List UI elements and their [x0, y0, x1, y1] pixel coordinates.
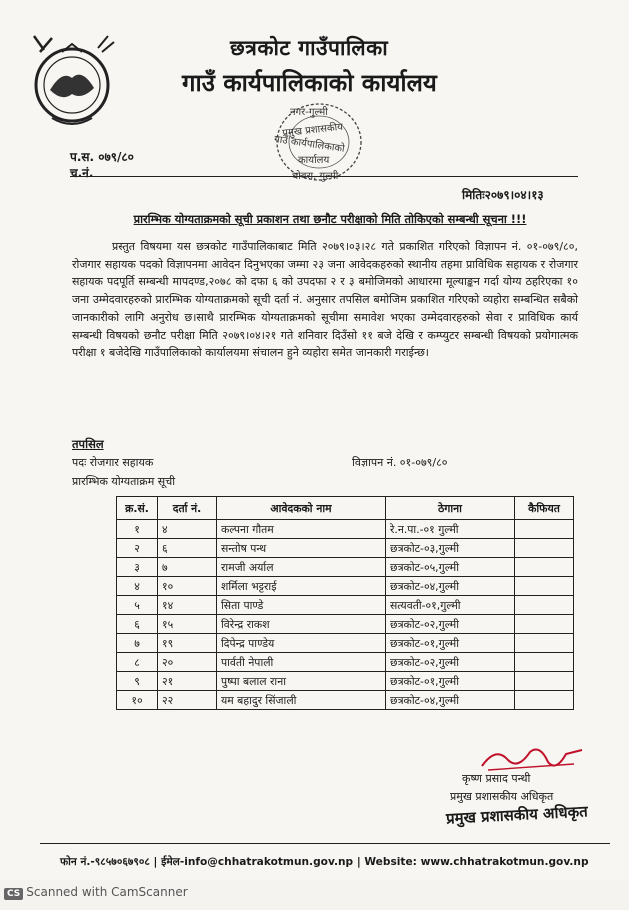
cell-address: छत्रकोट-०२,गुल्मी	[386, 615, 515, 634]
cell-reg: २१	[158, 672, 217, 691]
post-title: पदः रोजगार सहायक	[72, 456, 154, 469]
table-row	[117, 615, 574, 634]
signer-title: प्रमुख प्रशासकीय अधिकृत	[450, 790, 554, 803]
stamp-text-2: प्रमुख प्रशासकीय	[281, 121, 344, 140]
table-row	[117, 634, 574, 653]
cell-remarks	[515, 558, 574, 577]
cell-address: छत्रकोट-०२,गुल्मी	[386, 653, 515, 672]
cell-name: पार्वती नेपाली	[217, 653, 386, 672]
cell-remarks	[515, 577, 574, 596]
cell-reg: ४	[158, 520, 217, 539]
cell-reg: १०	[158, 577, 217, 596]
cell-sn: १०	[117, 691, 158, 710]
cell-address: छत्रकोट-०४,गुल्मी	[386, 577, 515, 596]
table-row	[117, 539, 574, 558]
cell-remarks	[515, 634, 574, 653]
table-row	[117, 596, 574, 615]
cell-reg: २२	[158, 691, 217, 710]
office-stamp	[270, 98, 368, 186]
cell-remarks	[515, 539, 574, 558]
cell-sn: ९	[117, 672, 158, 691]
cell-reg: २०	[158, 653, 217, 672]
vigyapan-number: विज्ञापन नं. ०१-०७९/८०	[352, 456, 448, 469]
table-row	[117, 672, 574, 691]
cell-address: छत्रकोट-०१,गुल्मी	[386, 634, 515, 653]
notice-subject: प्रारम्भिक योग्यताक्रमको सूची प्रकाशन तथा छनौट परीक्षाको मिति तोकिएको सम्बन्धी सूचना !!!	[133, 212, 527, 226]
table-row	[117, 577, 574, 596]
cell-name: सन्तोष पन्थ	[217, 539, 386, 558]
cell-sn: ५	[117, 596, 158, 615]
cell-name: शर्मिला भट्टराई	[217, 577, 386, 596]
camscanner-text: Scanned with CamScanner	[26, 885, 188, 899]
patra-sankhya: प.स. ०७९/८०	[70, 150, 134, 164]
cell-name: यम बहादुर सिंजाली	[217, 691, 386, 710]
cell-remarks	[515, 596, 574, 615]
col-header-reg: दर्ता नं.	[158, 497, 217, 520]
signer-name: कृष्ण प्रसाद पन्थी	[462, 772, 531, 785]
stamp-text-1: नगर-गुल्मी	[290, 107, 328, 118]
office-name: गाउँ कार्यपालिकाको कार्यालय	[182, 69, 437, 97]
cell-remarks	[515, 691, 574, 710]
candidate-table	[116, 496, 574, 710]
cell-remarks	[515, 520, 574, 539]
cell-name: रामजी अर्याल	[217, 558, 386, 577]
footer-divider	[40, 843, 610, 844]
col-header-remarks: कैफियत	[515, 497, 574, 520]
handwritten-signature-icon	[478, 742, 588, 774]
camscanner-logo-icon: CS	[4, 888, 23, 900]
cell-name: पुष्पा बलाल राना	[217, 672, 386, 691]
cell-reg: १५	[158, 615, 217, 634]
cell-sn: ४	[117, 577, 158, 596]
header-divider	[70, 176, 578, 177]
table-header-row	[117, 497, 574, 520]
stamp-text-4: कार्यालय	[298, 155, 330, 166]
cell-address: छत्रकोट-०४,गुल्मी	[386, 691, 515, 710]
cell-address: छत्रकोट-०३,गुल्मी	[386, 539, 515, 558]
table-row	[117, 653, 574, 672]
tapsil-heading: तपसिल	[72, 437, 104, 451]
cell-reg: १९	[158, 634, 217, 653]
chalani-number: च.नं.	[70, 166, 94, 180]
cell-remarks	[515, 672, 574, 691]
nepal-emblem-logo	[22, 30, 122, 135]
footer-contact: फोन नं.-९८५७०६७९०८ | ईमेल-info@chhatrakotmun.gov.np | Website: www.chhatrakotmun.gov.np	[60, 856, 589, 868]
cell-sn: ६	[117, 615, 158, 634]
cell-reg: ७	[158, 558, 217, 577]
cell-name: कल्पना गौतम	[217, 520, 386, 539]
notice-body	[72, 238, 578, 362]
signer-stamp: प्रमुख प्रशासकीय अधिकृत	[445, 802, 589, 828]
cell-address: छत्रकोट-०५,गुल्मी	[386, 558, 515, 577]
cell-reg: १४	[158, 596, 217, 615]
cell-remarks	[515, 653, 574, 672]
list-title: प्रारम्भिक योग्यताक्रम सूची	[72, 475, 176, 488]
table-row	[117, 691, 574, 710]
municipality-name: छत्रकोट गाउँपालिका	[230, 36, 389, 60]
cell-name: विरेन्द्र राकश	[217, 615, 386, 634]
col-header-address: ठेगाना	[386, 497, 515, 520]
camscanner-watermark	[4, 885, 188, 900]
cell-remarks	[515, 615, 574, 634]
cell-reg: ६	[158, 539, 217, 558]
cell-name: दिपेन्द्र पाण्डेय	[217, 634, 386, 653]
col-header-sn: क्र.सं.	[117, 497, 158, 520]
table-row	[117, 558, 574, 577]
stamp-text-5: धोबरा, गुल्मी	[292, 171, 339, 182]
cell-address: छत्रकोट-०१,गुल्मी	[386, 672, 515, 691]
cell-sn: ७	[117, 634, 158, 653]
cell-address: सत्यवती-०१,गुल्मी	[386, 596, 515, 615]
cell-sn: ८	[117, 653, 158, 672]
cell-sn: २	[117, 539, 158, 558]
notice-body-paragraph: प्रस्तुत विषयमा यस छत्रकोट गाउँपालिकाबाट मिति २०७९।०३।२८ गते प्रकाशित गरिएको विज्ञापन नं. ०१-०७९/८०, रोजगार सहायक पदको विज्ञापनमा आवेदन दिनुभएका जम्मा २३ जना आवेदकहरुको स्थानीय तहमा प्राविधिक सहायक र रोजगार सहायक पदपूर्ति सम्बन्धी मापदण्ड,२०७८ को दफा ६ को उपदफा २ र ३ बमोजिमको आधारमा मूल्याङ्कन गर्दा योग्य ठहरिएका १० जना उम्मेदवारहरुको प्रारम्भिक योग्यताक्रमको सूची दर्ता नं. अनुसार तपसिल बमोजिम प्रकाशित गरिएको व्यहोरा सम्बन्धित सबैको जानकारीको लागि अनुरोध छ।साथै प्रारम्भिक योग्यताक्रमको सूचीमा समावेश भएका उम्मेदवारहरुको सेवा र प्राविधिक कार्य सम्बन्धी विषयको छनौट परीक्षा मिति २०७९।०४।२१ गते शनिवार दिउँसो ११ बजे देखि र कम्प्युटर सम्बन्धी विषयको प्रयोगात्मक परीक्षा १ बजेदेखि गाउँपालिकाको कार्यालयमा संचालन हुने व्यहोरा समेत जानकारी गराईन्छ।	[72, 240, 578, 360]
stamp-text-3: गाउँ कार्यपालिकाको	[273, 134, 346, 155]
notice-date: मितिः२०७९।०४।१३	[462, 188, 544, 202]
cell-sn: १	[117, 520, 158, 539]
table-row	[117, 520, 574, 539]
cell-name: सिता पाण्डे	[217, 596, 386, 615]
cell-sn: ३	[117, 558, 158, 577]
cell-address: रे.न.पा.-०१ गुल्मी	[386, 520, 515, 539]
col-header-name: आवेदकको नाम	[217, 497, 386, 520]
